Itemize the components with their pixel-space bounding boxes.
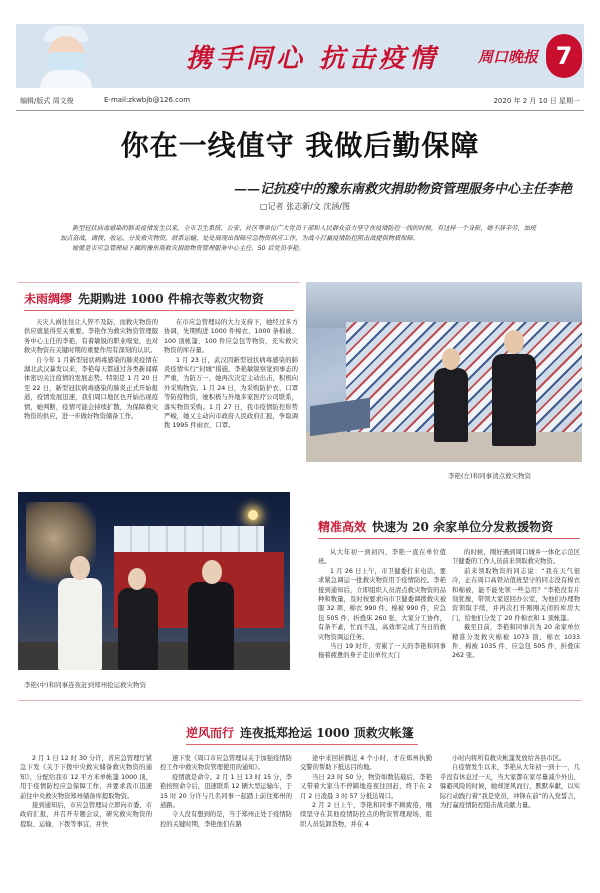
masthead-slogan: 携手同心 抗击疫情: [186, 44, 440, 74]
paragraph: 2 月 1 日 12 时 30 分许，省应急管理厅紧急下发《关于下拨中央救灾储备救灾物资的通知》，分配给我市 12 平方米单帐篷 1000 顶，用于疫情防控应急保障工作，并要求我市迅速前往中央救灾物资郑州储备库提取物资。: [20, 755, 152, 800]
editor-email: E-mail:zkwbjb@126.com: [104, 96, 191, 104]
person-head: [202, 560, 222, 584]
warehouse-photo: [306, 282, 582, 462]
intro-paragraph: 新型冠状病毒感染的肺炎疫情发生以来，全市卫生系统、公安、社区等单位广大党员干部和人民群众奋力坚守在疫情防控一线的时候，有这样一个身影，她不辞辛劳，加班加点奋战，调拨、收运、分发救灾物资，联系运输，处处展现出保障应急物资供应工作，为战斗打赢疫情防控阻击战提供物质保障。: [60, 225, 537, 242]
person-figure: [118, 588, 158, 670]
section3-column-4: [440, 754, 580, 886]
paragraph: 途中来回折腾近 4 个小时，才在郑州执勤交警的帮助下抵达目的地。: [300, 755, 432, 772]
top-divider: [16, 110, 584, 111]
person-figure: [58, 578, 102, 670]
person-head: [70, 556, 90, 580]
paragraph: 速下发《周口市应急管理局关于加强疫情防控工作中救灾物资管理使用的通知》。: [160, 755, 292, 772]
paragraph: 截至目前，李艳和同事共为 20 余家单位精准分发救灾棉被 1073 顶、棉衣 1033 件、棉被 1035 件、应急包 505 件、折叠床 262 张。: [452, 624, 580, 660]
section3-column-2: [160, 754, 292, 886]
info-bar: [20, 94, 580, 108]
section1-heading: 先期购进 1000 件棉衣等救灾物资: [78, 292, 264, 306]
article-byline: □记者 张志新/文 沈涵/图: [260, 202, 351, 211]
paragraph: 的时候，刚好遇到周口城乡一体化示范区卫健委的工作人员前来领取救灾物资。: [452, 549, 580, 566]
section2-column-2: [452, 548, 580, 690]
section1-underline: [24, 310, 294, 311]
newspaper-brand: 周口晚报: [478, 48, 539, 66]
person-head: [504, 330, 524, 354]
paragraph: 自疫情发生以来，李艳从大年初一到十一，几乎没有休息过一天，当大家都在家尽量减少外出，躲避风险的时候，她却逆风而行，默默奉献，以实际行动践行着“我是党员，冲锋在前”的入党誓言，为打赢疫情防控阻击战贡献力量。: [440, 764, 580, 810]
paragraph: 自今年 1 月新型冠状病毒感染的肺炎疫情在湖北武汉暴发以来，李艳每天都通过各类新闻媒体密切关注疫情的发展态势。特别是 1 月 20 日至 22 日，新型冠状病毒感染的肺炎正式开始报道，疫情发展迅速，我们周口地区也开始出现疫情，她判断，疫情可能会持续扩散，为保障救灾物资的供应，进一步做好物资储备工作。: [24, 356, 158, 421]
night-truck-photo: [18, 492, 290, 670]
intro-paragraph: 她就是市应急管理局下属的豫东南救灾捐助物资管理服务中心主任、50 后党员李艳。: [72, 245, 305, 252]
photo2-caption: 李艳(中)和同事连夜赶到郑州抢运救灾物资: [24, 681, 147, 689]
section2-title: [318, 518, 553, 535]
person-figure: [492, 354, 536, 446]
paragraph: 当日 23 时 50 分，物资如数装载后，李艳又带着大家马不停蹄地连夜往回赶，终于在 2 月 2 日凌晨 3 时 57 分抵达周口。: [300, 773, 432, 800]
section3-column-1: [20, 754, 152, 886]
section3-keyword: 逆风而行: [186, 726, 235, 740]
editors-credit: 编辑/版式 周文俊: [20, 97, 74, 105]
section1-column-1: [24, 318, 158, 478]
photo1-caption: 李艳(左)和同事清点救灾物资: [448, 472, 532, 480]
paragraph: 在市应急管理局的大力支持下，她经过多方协调，先期购进 1000 件棉衣、1000 条棉被、100 顶帐篷、100 件应急包等物资，充实救灾物资的库存量。: [164, 319, 298, 355]
paragraph: 从大年初一到初四，李艳一直在单位值班。: [318, 549, 446, 566]
article-subhead: ——记抗疫中的豫东南救灾捐助物资管理服务中心主任李艳: [233, 182, 572, 197]
paragraph: 小时内将所有救灾帐篷发放给各县市区。: [452, 755, 566, 762]
paragraph: 1 月 23 日，武汉因新型冠状病毒感染的肺炎疫情实行“封城”措施，李艳敏锐察觉到事态的严重，为防万一，她再次决定主动出击，积极向外采购物资。1 月 24 日，为采购防护衣、口罩等防疫物资，她积极与外地多家医疗公司联系，落实物资采购。1 月 27 日，我市疫情防控形势严峻，她又主动向市政府人民政府汇报，争取调拨 1995 件雨衣、口罩。: [164, 356, 298, 430]
person-head: [442, 348, 460, 370]
section2-column-1: [318, 548, 446, 690]
masthead-banner: [16, 24, 584, 88]
person-figure: [188, 582, 234, 670]
article-headline: 你在一线值守 我做后勤保障: [120, 129, 480, 162]
article-intro: [60, 224, 538, 254]
nurse-illustration: [38, 24, 94, 88]
paragraph: 接到通知后，市应急管理局立即向市委、市政府汇报，并召开专题会议，研究救灾物资的提取、运输、下拨等事宜，并快: [20, 802, 152, 828]
section1-title: [24, 290, 264, 307]
section3-underline: [186, 744, 418, 745]
paragraph: 前来领取物资的同志说：“我在天气很冷，正在周口高铁站值班坚守的同志没有棉衣和棉被，能不能先领一些急用？”李艳没有片刻犹豫，带领大家返回办公室，为他们办理物资领取手续，并再次打开刚刚关闭的库房大门，给他们分发了 20 件棉衣和 1 顶帐篷。: [452, 567, 580, 622]
paragraph: 2 月 2 日上午，李艳和同事不顾疲倦，继续坚守在其他疫情防控点的物资管理现场，组织人员装卸货物，并在 4: [300, 802, 432, 828]
section3-title: [186, 724, 414, 741]
section3-column-3: [300, 754, 432, 886]
nurse-mask: [47, 52, 85, 70]
paragraph: 疫情就是命令。2 月 1 日 13 时 15 分，李艳按照命令后，迅速联系 12 辆大型运输车，于 15 时 20 分许与几名同事一起踏上前往郑州的道路。: [160, 773, 292, 810]
section2-underline: [318, 538, 580, 539]
page-number-badge: 7: [546, 34, 582, 78]
street-light: [248, 510, 258, 520]
person-head: [128, 568, 146, 590]
section-divider: [18, 282, 300, 283]
section1-keyword: 未雨绸缪: [24, 292, 73, 306]
section2-keyword: 精准高效: [318, 520, 367, 534]
section-divider: [18, 700, 582, 701]
section2-heading: 快速为 20 余家单位分发救援物资: [372, 520, 554, 534]
paragraph: 令人没有想到的是，当于郑州正处于疫情防控的关键时期，李艳他们在路: [160, 811, 292, 828]
paragraph: 当日 19 时许，劳累了一天的李艳和同事拖着疲惫的身子走出单位大门: [318, 643, 446, 660]
nurse-body: [40, 70, 92, 88]
paragraph: 1 月 26 日上午，市卫健委打来电话，要求紧急调运一批救灾物资用于疫情防控。李艳接到通知后，立即组织人员清点救灾物资的品种和数量，及时按要求向市卫健委调拨救灾被服 32 项、棉衣 990 件、棉被 990 件，应急包 505 件、折叠床 260 张，大家分工协作，有条不紊，忙而不乱，高效率完成了当日的救灾物资调运任务。: [318, 567, 446, 641]
paragraph: 天灾人祸往往让人猝不及防，而救灾物资的供应就显得至关重要。李艳作为救灾物资管理服务中心主任的李艳，有着敏锐的职业嗅觉，也对救灾物资在关键时期的重要作用有深刻的认识。: [24, 319, 158, 355]
issue-date: 2020 年 2 月 10 日 星期一: [493, 97, 580, 105]
section3-heading: 连夜抵郑抢运 1000 顶救灾帐篷: [240, 726, 414, 740]
section1-column-2: [164, 318, 298, 478]
person-figure: [434, 368, 468, 442]
